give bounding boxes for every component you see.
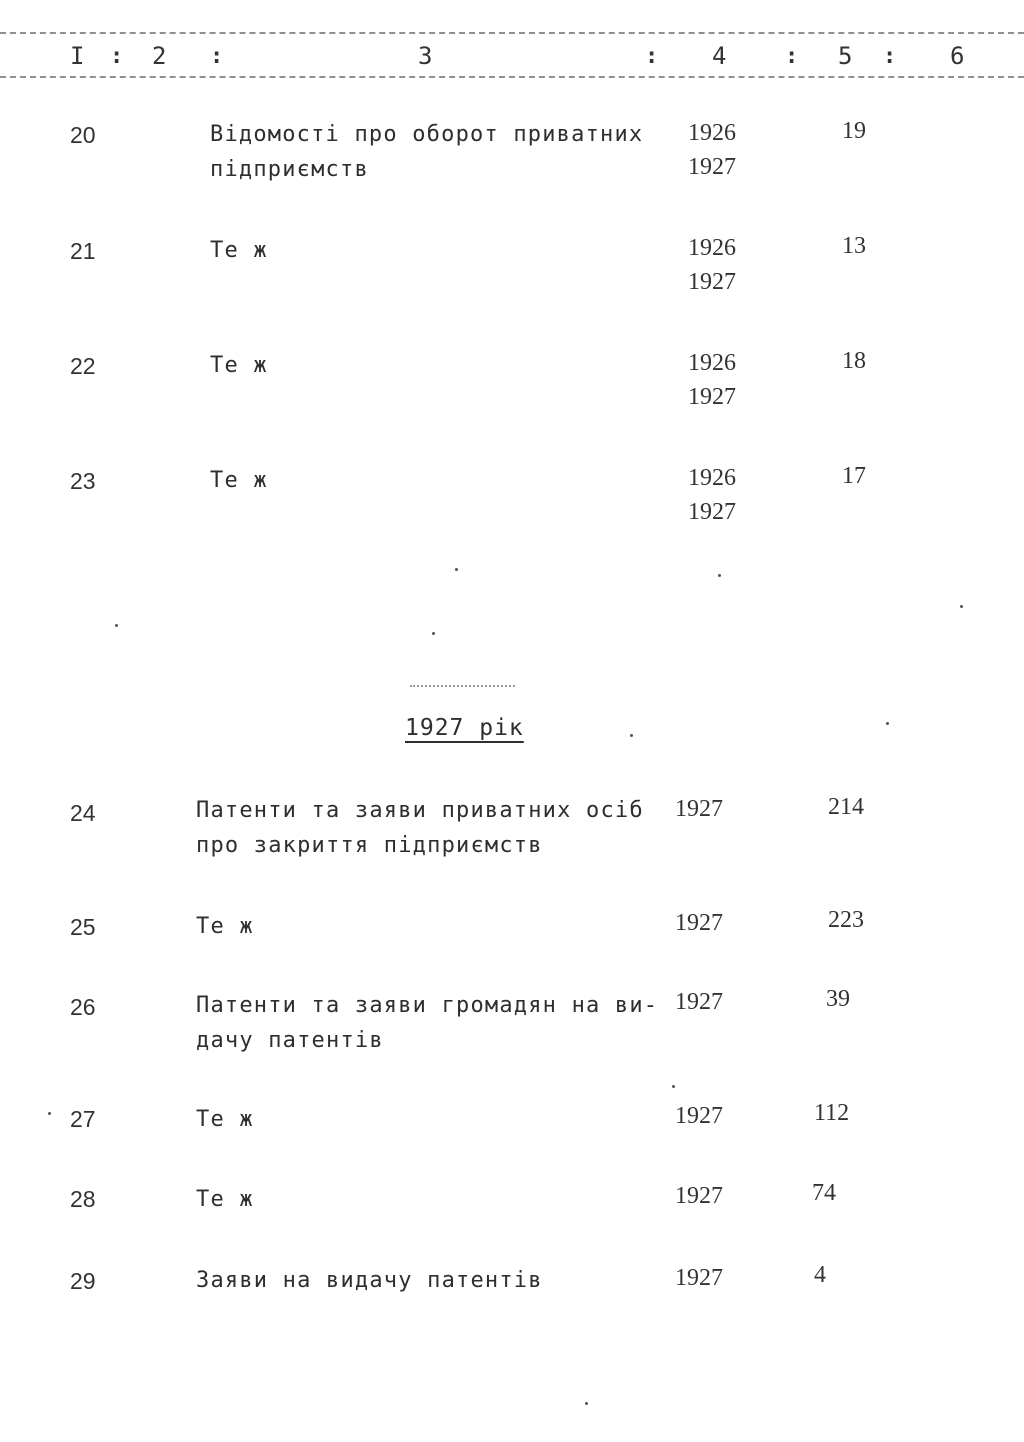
scan-speck: [718, 574, 721, 577]
scan-speck: [585, 1402, 588, 1405]
scan-speck: [115, 624, 118, 627]
row-title: Відомості про оборот приватних підприємств: [210, 122, 644, 182]
row-dates: 1926 1927: [688, 235, 736, 295]
scan-speck: [432, 632, 435, 635]
row-title: Те ж: [210, 353, 268, 378]
row-number: 20: [70, 122, 96, 148]
row-number: 21: [70, 238, 96, 264]
row-dates: 1927: [675, 910, 723, 936]
header-bottom-rule: [0, 76, 1024, 78]
row-title: Те ж: [210, 238, 268, 263]
column-separator: :: [785, 44, 799, 69]
scan-speck: [48, 1112, 51, 1115]
row-count: 214: [828, 794, 864, 820]
row-number: 24: [70, 800, 96, 826]
column-separator: :: [645, 44, 659, 69]
row-count: 223: [828, 907, 864, 933]
column-header-5: 5: [838, 42, 853, 70]
row-number: 27: [70, 1106, 96, 1132]
column-header-4: 4: [712, 42, 727, 70]
row-count: 39: [826, 986, 850, 1012]
row-dates: 1927: [675, 1265, 723, 1291]
column-header-2: 2: [152, 42, 167, 70]
row-dates: 1927: [675, 796, 723, 822]
scan-speck: [960, 605, 963, 608]
column-header-1: I: [70, 42, 85, 70]
row-number: 29: [70, 1268, 96, 1294]
column-separator: :: [110, 44, 124, 69]
row-count: 18: [842, 348, 866, 374]
row-title: Патенти та заяви громадян на ви- дачу патентів: [196, 993, 659, 1053]
row-title: Те ж: [196, 1107, 254, 1132]
row-count: 19: [842, 118, 866, 144]
scan-speck: [630, 734, 633, 737]
row-number: 22: [70, 353, 96, 379]
row-title: Патенти та заяви приватних осіб про закриття підприємств: [196, 798, 644, 858]
row-count: 4: [814, 1262, 826, 1288]
scan-speck: [455, 568, 458, 571]
row-dates: 1926 1927: [688, 120, 736, 180]
dotted-rule: [410, 685, 515, 687]
row-title: Те ж: [210, 468, 268, 493]
row-dates: 1926 1927: [688, 465, 736, 525]
column-header-6: 6: [950, 42, 965, 70]
row-dates: 1926 1927: [688, 350, 736, 410]
row-title: Заяви на видачу патентів: [196, 1268, 543, 1293]
row-dates: 1927: [675, 1103, 723, 1129]
row-number: 28: [70, 1186, 96, 1212]
column-separator: :: [883, 44, 897, 69]
scan-speck: [672, 1085, 675, 1088]
row-title: Те ж: [196, 1187, 254, 1212]
column-header-3: 3: [418, 42, 433, 70]
row-count: 17: [842, 463, 866, 489]
scan-speck: [886, 722, 889, 725]
column-separator: :: [210, 44, 224, 69]
row-count: 13: [842, 233, 866, 259]
row-dates: 1927: [675, 1183, 723, 1209]
header-top-rule: [0, 32, 1024, 34]
row-count: 74: [812, 1180, 836, 1206]
row-title: Те ж: [196, 914, 254, 939]
row-dates: 1927: [675, 989, 723, 1015]
row-number: 25: [70, 914, 96, 940]
row-number: 23: [70, 468, 96, 494]
year-section-heading: 1927 рік: [405, 715, 524, 741]
row-number: 26: [70, 994, 96, 1020]
row-count: 112: [814, 1100, 850, 1126]
